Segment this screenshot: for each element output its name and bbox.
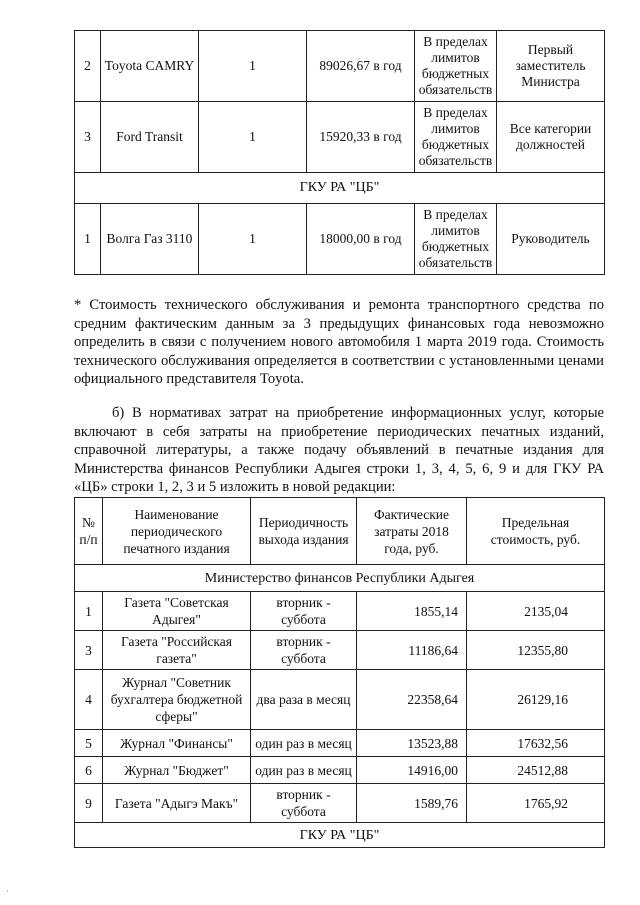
row-number: 5 xyxy=(75,730,103,757)
header-limit: Предельная стоимость, руб. xyxy=(467,498,605,565)
vehicle-position: Первый заместитель Министра xyxy=(497,31,605,102)
vehicle-quantity: 1 xyxy=(199,102,307,173)
limit-cost: 1765,92 xyxy=(467,784,605,823)
section-title-cb: ГКУ РА "ЦБ" xyxy=(75,173,605,204)
actual-cost: 13523,88 xyxy=(357,730,467,757)
limit-cost: 12355,80 xyxy=(467,631,605,670)
table-header-row xyxy=(75,498,605,565)
publications-table xyxy=(74,497,605,848)
section-row xyxy=(75,823,605,848)
publication-name: Журнал "Бюджет" xyxy=(103,757,251,784)
vehicle-position: Все категории должностей xyxy=(497,102,605,173)
section-title-ministry: Министерство финансов Республики Адыгея xyxy=(75,565,605,592)
scan-mark: · xyxy=(6,886,9,896)
vehicle-limit: В пределах лимитов бюджетных обязательств xyxy=(415,31,497,102)
header-period: Периодичность выхода издания xyxy=(251,498,357,565)
table-row xyxy=(75,102,605,173)
publication-name: Газета "Адыгэ Макъ" xyxy=(103,784,251,823)
publication-period: один раз в месяц xyxy=(251,730,357,757)
actual-cost: 1855,14 xyxy=(357,592,467,631)
publication-name: Журнал "Советник бухгалтера бюджетной сферы" xyxy=(103,670,251,730)
table-row xyxy=(75,592,605,631)
table-row xyxy=(75,204,605,275)
vehicle-cost: 18000,00 в год xyxy=(307,204,415,275)
section-row xyxy=(75,565,605,592)
table-row xyxy=(75,757,605,784)
header-number: № п/п xyxy=(75,498,103,565)
header-name: Наименование периодического печатного издания xyxy=(103,498,251,565)
table-row xyxy=(75,784,605,823)
table-row xyxy=(75,31,605,102)
row-number: 9 xyxy=(75,784,103,823)
footnote: * Стоимость технического обслуживания и ремонта транспортного средства по средним фактическим данным за 3 предыдущих финансовых года невозможно определить в связи с получением нового автомобиля 1 марта 2019 года. Стоимость технического обслуживания определяется в соответствии с установленными ценами официального представителя Toyota. xyxy=(74,297,604,387)
publication-period: вторник - суббота xyxy=(251,784,357,823)
header-actual: Фактические затраты 2018 года, руб. xyxy=(357,498,467,565)
publication-period: вторник - суббота xyxy=(251,631,357,670)
vehicle-quantity: 1 xyxy=(199,204,307,275)
table-row xyxy=(75,670,605,730)
row-number: 1 xyxy=(75,592,103,631)
row-number: 1 xyxy=(75,204,101,275)
publication-period: вторник - суббота xyxy=(251,592,357,631)
limit-cost: 26129,16 xyxy=(467,670,605,730)
vehicle-cost: 89026,67 в год xyxy=(307,31,415,102)
vehicle-quantity: 1 xyxy=(199,31,307,102)
row-number: 4 xyxy=(75,670,103,730)
limit-cost: 17632,56 xyxy=(467,730,605,757)
row-number: 3 xyxy=(75,631,103,670)
publication-name: Газета "Советская Адыгея" xyxy=(103,592,251,631)
actual-cost: 22358,64 xyxy=(357,670,467,730)
vehicle-model: Toyota CAMRY xyxy=(101,31,199,102)
paragraph-b: б) В нормативах затрат на приобретение информационных услуг, которые включают в себя затраты на приобретение периодических печатных изданий, справочной литературы, а также подачу объявлений в печатные издания для Министерства финансов Республики Адыгея строки 1, 3, 4, 5, 6, 9 и для ГКУ РА «ЦБ» строки 1, 2, 3 и 5 изложить в новой редакции: xyxy=(74,405,604,495)
publication-period: один раз в месяц xyxy=(251,757,357,784)
limit-cost: 2135,04 xyxy=(467,592,605,631)
limit-cost: 24512,88 xyxy=(467,757,605,784)
vehicle-limit: В пределах лимитов бюджетных обязательств xyxy=(415,204,497,275)
section-title-cb: ГКУ РА "ЦБ" xyxy=(75,823,605,848)
section-row xyxy=(75,173,605,204)
actual-cost: 11186,64 xyxy=(357,631,467,670)
row-number: 2 xyxy=(75,31,101,102)
row-number: 6 xyxy=(75,757,103,784)
row-number: 3 xyxy=(75,102,101,173)
vehicle-position: Руководитель xyxy=(497,204,605,275)
vehicle-limit: В пределах лимитов бюджетных обязательств xyxy=(415,102,497,173)
vehicle-model: Ford Transit xyxy=(101,102,199,173)
publication-name: Журнал "Финансы" xyxy=(103,730,251,757)
vehicle-cost: 15920,33 в год xyxy=(307,102,415,173)
table-row xyxy=(75,730,605,757)
vehicles-table xyxy=(74,30,605,275)
actual-cost: 1589,76 xyxy=(357,784,467,823)
publication-period: два раза в месяц xyxy=(251,670,357,730)
table-row xyxy=(75,631,605,670)
actual-cost: 14916,00 xyxy=(357,757,467,784)
vehicle-model: Волга Газ 3110 xyxy=(101,204,199,275)
publication-name: Газета "Российская газета" xyxy=(103,631,251,670)
